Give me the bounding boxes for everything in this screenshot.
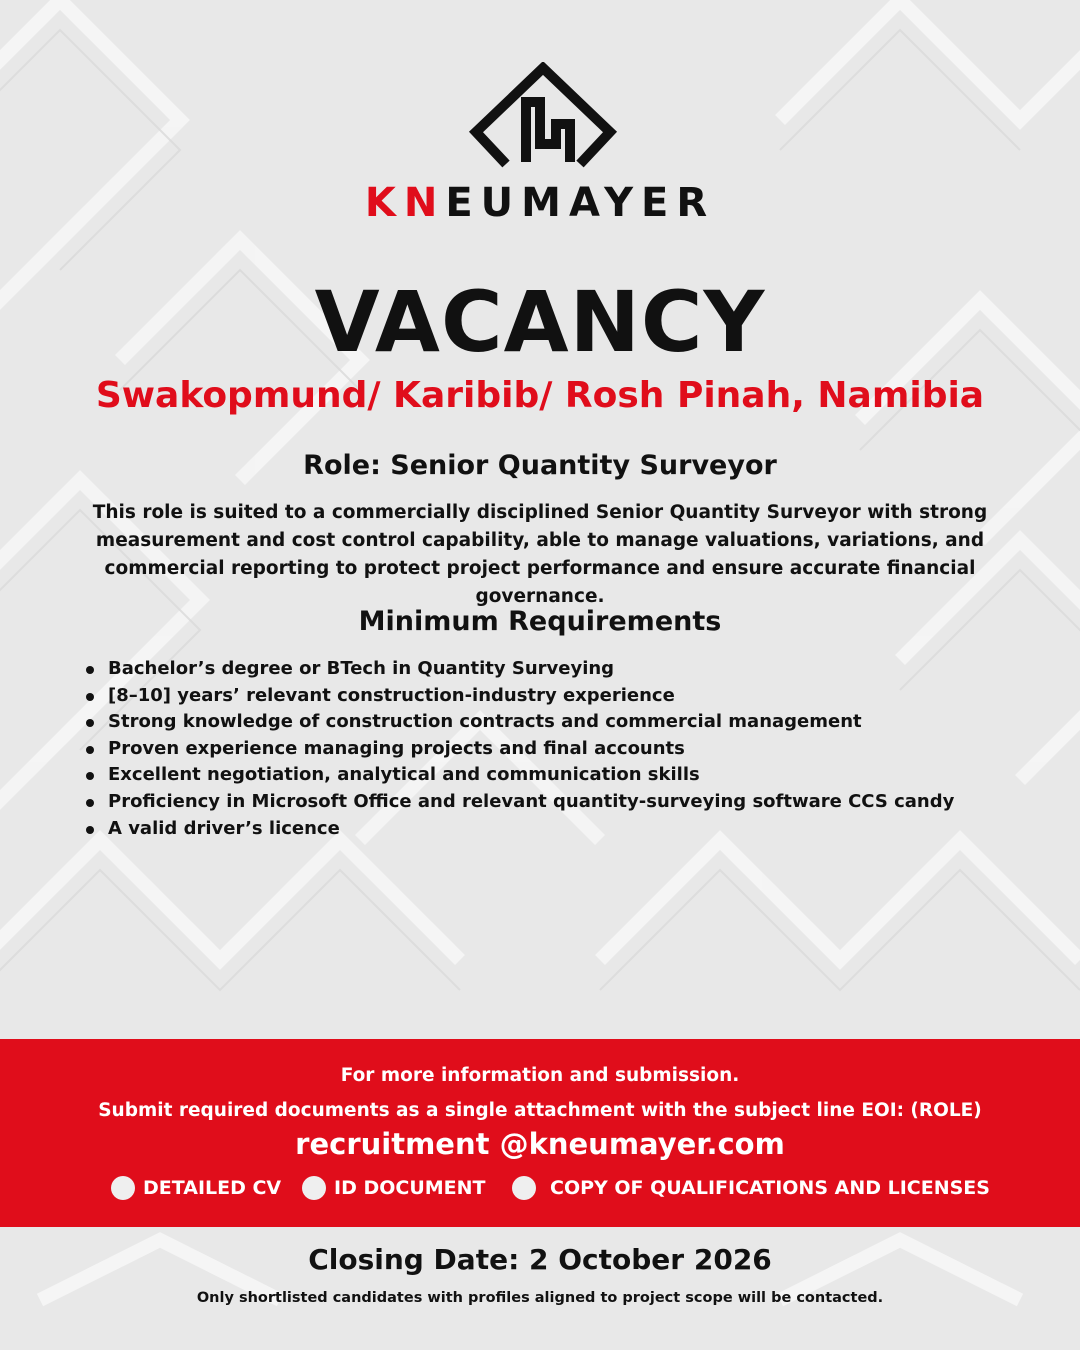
bullet-icon: [86, 746, 94, 754]
job-location: Swakopmund/ Karibib/ Rosh Pinah, Namibia: [95, 375, 985, 416]
requirement-item: [86, 789, 1046, 816]
building-logo-icon: [468, 62, 618, 172]
brand-name-rest: EUMAYER: [445, 180, 716, 226]
requirements-heading: Minimum Requirements: [358, 606, 722, 637]
document-item-id: [302, 1175, 486, 1201]
brand-wordmark: [0, 180, 1080, 226]
submission-info-line: For more information and submission.: [340, 1065, 740, 1086]
requirement-text: A valid driver’s licence: [108, 817, 340, 839]
role-description: This role is suited to a commercially disciplined Senior Quantity Surveyor with strong measurement and cost control capability, able to manage valuations, variations, and commercial reporting to protect project performance and ensure accurate financial governance.: [92, 502, 988, 607]
requirement-item: [86, 762, 1046, 789]
requirement-text: [8–10] years’ relevant construction-industry experience: [108, 684, 675, 706]
job-role: Role: Senior Quantity Surveyor: [303, 450, 777, 481]
requirement-item: [86, 709, 1046, 736]
requirement-text: Excellent negotiation, analytical and communication skills: [108, 764, 700, 786]
submission-banner: [0, 1039, 1080, 1227]
brand-name-accent: KN: [364, 180, 446, 226]
document-label: ID DOCUMENT: [334, 1177, 486, 1199]
bullet-icon: [86, 772, 94, 780]
submission-instructions: Submit required documents as a single attachment with the subject line EOI: (ROLE): [98, 1100, 982, 1121]
circle-bullet-icon: [512, 1176, 536, 1200]
requirement-item: [86, 683, 1046, 710]
document-label: COPY OF QUALIFICATIONS AND LICENSES: [550, 1177, 990, 1199]
requirement-item: [86, 736, 1046, 763]
shortlist-note: Only shortlisted candidates with profiles aligned to project scope will be contacted.: [196, 1290, 884, 1306]
requirements-list: [86, 656, 1046, 842]
requirement-text: Strong knowledge of construction contracts and commercial management: [108, 711, 862, 733]
document-item-cv: [111, 1175, 281, 1201]
bullet-icon: [86, 719, 94, 727]
requirement-text: Bachelor’s degree or BTech in Quantity Surveying: [108, 658, 615, 679]
closing-date: Closing Date: 2 October 2026: [308, 1243, 772, 1276]
requirement-text: Proven experience managing projects and final accounts: [108, 737, 685, 759]
circle-bullet-icon: [111, 1176, 135, 1200]
requirement-item: [86, 816, 1046, 843]
document-label: DETAILED CV: [143, 1177, 282, 1199]
bullet-icon: [86, 799, 94, 807]
bullet-icon: [86, 693, 94, 701]
recruitment-email[interactable]: recruitment @kneumayer.com: [295, 1127, 785, 1161]
vacancy-headline: VACANCY: [314, 273, 766, 371]
document-item-qualifications: [512, 1175, 990, 1201]
circle-bullet-icon: [302, 1176, 326, 1200]
requirement-item: [86, 656, 1046, 683]
bullet-icon: [86, 826, 94, 834]
bullet-icon: [86, 666, 94, 674]
requirement-text: Proficiency in Microsoft Office and relevant quantity-surveying software CCS candy: [108, 790, 955, 812]
